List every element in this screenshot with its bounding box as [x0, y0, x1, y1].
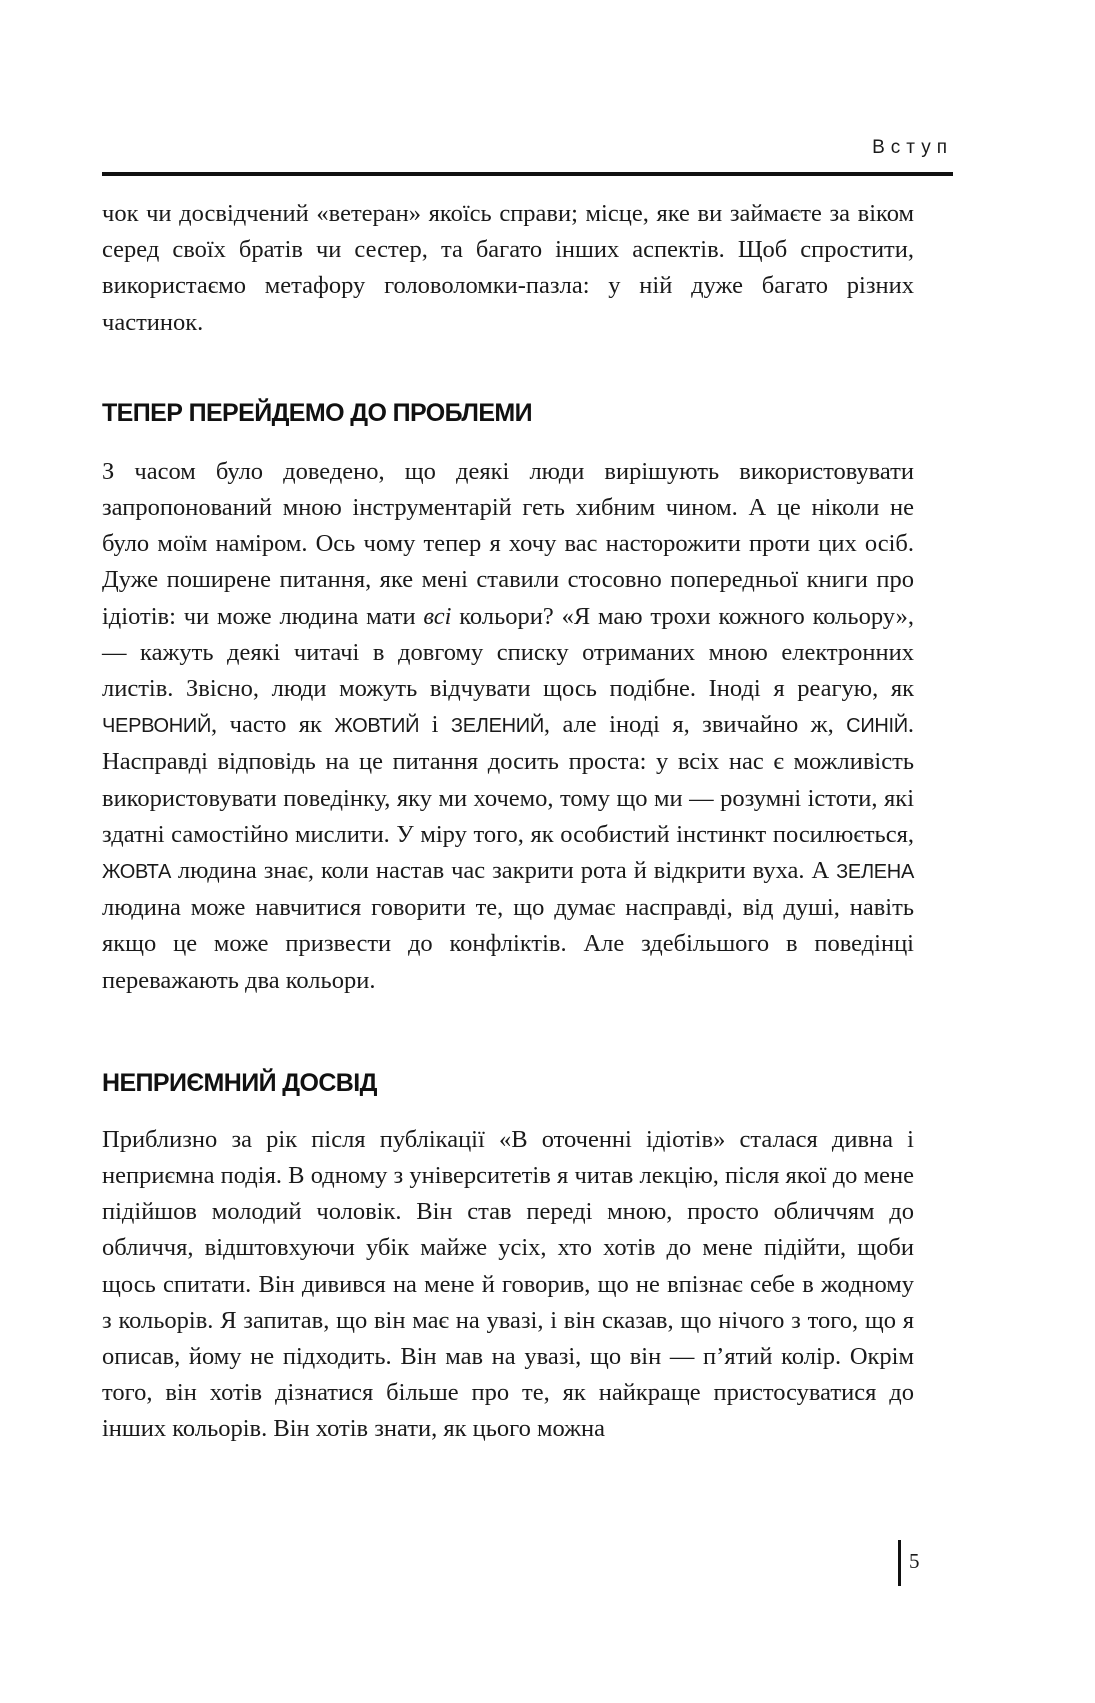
color-term-green-2: ЗЕЛЕНА: [836, 861, 914, 884]
text-run: , часто як: [211, 711, 335, 739]
text-run: людина знає, коли настав час закрити рота й відкрити вуха. А: [170, 857, 837, 885]
page-body: [102, 196, 914, 1448]
page-number: 5: [909, 1549, 920, 1573]
text-run: кольори? «Я маю трохи кожного кольору», — кажуть деякі читачі в довгому списку отриманих мною електронних листів. Звісно, люди можуть відчувати щось подібне. Іноді я реагую, як: [102, 602, 914, 703]
section-heading-unpleasant-experience: НЕПРИЄМНИЙ ДОСВІД: [102, 1068, 377, 1097]
color-term-red: ЧЕРВОНИЙ: [102, 715, 212, 738]
running-head-title: Вступ: [872, 137, 953, 158]
section-heading-problem: ТЕПЕР ПЕРЕЙДЕМО ДО ПРОБЛЕМИ: [102, 398, 532, 427]
color-term-green: ЗЕЛЕНИЙ: [450, 715, 544, 738]
color-term-blue: СИНІЙ: [846, 715, 908, 738]
text-run: , але іноді я, звичайно ж,: [543, 711, 847, 739]
color-term-yellow-2: ЖОВТА: [102, 861, 171, 884]
paragraph-1: чок чи досвідчений «ветеран» якоїсь справи; місце, яке ви займаєте за віком серед своїх братів чи сестер, та багато інших аспектів. Щоб спростити, використаємо метафору головоломки-пазла: у ній дуже багато різних частинок.: [102, 200, 914, 336]
paragraph-3: Приблизно за рік після публікації «В оточенні ідіотів» сталася дивна і неприємна подія. В одному з університетів я читав лекцію, після якої до мене підійшов молодий чоловік. Він став переді мною, просто обличчям до обличчя, відштовхуючи убік майже усіх, хто хотів до мене підійти, щоби щось спитати. Він дивився на мене й говорив, що не впізнає себе в жодному з кольорів. Я запитав, що він має на увазі, і він сказав, що нічого з того, що я описав, йому не підходить. Він мав на увазі, що він — п’ятий колір. Окрім того, він хотів дізнатися більше про те, як найкраще пристосуватися до інших кольорів. Він хотів знати, як цього можна: [102, 1125, 914, 1443]
paragraph-2: [102, 454, 914, 999]
header-rule: [102, 172, 953, 176]
text-run: і: [419, 711, 451, 739]
text-run: . Насправді відповідь на це питання досить проста: у всіх нас є можливість використовувати поведінку, яку ми хочемо, тому що ми — розумні істоти, які здатні самостійно мислити. У міру того, як особистий інстинкт посилюється,: [102, 711, 914, 848]
color-term-yellow: ЖОВТИЙ: [334, 715, 420, 738]
emphasis-all: всі: [423, 602, 452, 630]
text-run: людина може навчитися говорити те, що думає насправді, від душі, навіть якщо це може призвести до конфліктів. Але здебільшого в поведінці переважають два кольори.: [102, 894, 914, 994]
text-run: З часом було доведено, що деякі люди вирішують використовувати запропонований мною інструментарій геть хибним чином. А це ніколи не було моїм наміром. Ось чому тепер я хочу вас насторожити проти цих осіб. Дуже поширене питання, яке мені ставили стосовно попередньої книги про ідіотів: чи може людина мати: [102, 457, 914, 630]
page-number-rule: [898, 1540, 901, 1586]
